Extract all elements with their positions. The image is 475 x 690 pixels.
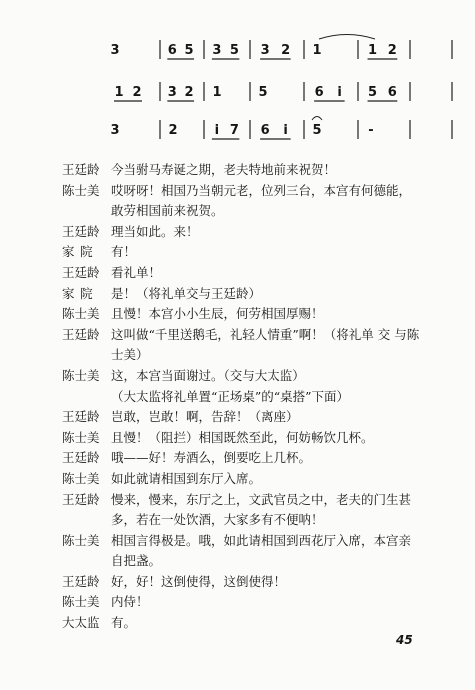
note: 7 xyxy=(229,123,239,138)
note: 3 xyxy=(110,123,120,138)
dialogue-text: 这叫做“千里送鹅毛，礼轻人情重”啊！（将礼单 交 与陈 士美） xyxy=(111,326,420,363)
dialogue-line xyxy=(62,613,462,634)
jianpu-score xyxy=(0,0,475,160)
speaker-name: 王廷龄 xyxy=(62,450,100,466)
note: 3 xyxy=(110,43,120,58)
dialogue-text: 看礼单！ xyxy=(111,264,162,280)
note: 2 xyxy=(281,43,291,58)
dialogue-line xyxy=(62,160,462,181)
speaker-name: 陈士美 xyxy=(62,182,100,198)
sustain-dash: - xyxy=(368,123,374,138)
note: 6 xyxy=(314,85,324,100)
speaker-name: 王廷龄 xyxy=(62,264,100,280)
speaker-name: 王廷龄 xyxy=(62,223,100,239)
note: 3 xyxy=(260,43,270,58)
dialogue-line xyxy=(62,304,462,325)
note: 1 xyxy=(312,43,322,58)
note: 6 xyxy=(387,85,397,100)
speaker-name: 陈士美 xyxy=(62,429,100,445)
dialogue-text: 慢来，慢来，东厅之上，文武官员之中，老夫的门生甚 多，若在一处饮酒，大家多有不便呐！ xyxy=(111,491,412,528)
note: 3 xyxy=(167,85,177,100)
note: 2 xyxy=(387,43,397,58)
speaker-name: 家院 xyxy=(62,285,99,301)
dialogue-line xyxy=(62,181,462,222)
dialogue-text: 内侍！ xyxy=(111,594,149,610)
note: 2 xyxy=(168,123,178,138)
dialogue-line xyxy=(62,325,462,366)
speaker-name: 陈士美 xyxy=(62,306,100,322)
dialogue-text: 好，好！这倒使得，这倒使得！ xyxy=(111,573,287,589)
note: 2 xyxy=(184,85,194,100)
dialogue-text: 有！ xyxy=(111,244,137,260)
speaker-name: 王廷龄 xyxy=(62,491,100,507)
dialogue-text: 岂敢，岂敢！啊，告辞！（离座） xyxy=(111,409,299,425)
dialogue-text: 这，本宫当面谢过。（交与大太监） xyxy=(111,367,305,383)
dialogue-line xyxy=(62,592,462,613)
note: 1 xyxy=(368,43,378,58)
dialogue-line xyxy=(62,263,462,284)
dialogue-text: （大太监将礼单置“正场桌”的“桌搭”下面） xyxy=(111,388,350,404)
dialogue-line xyxy=(62,531,462,572)
dialogue-line xyxy=(62,222,462,243)
note: 6 xyxy=(167,43,177,58)
speaker-name: 陈士美 xyxy=(62,594,100,610)
dialogue-line xyxy=(62,448,462,469)
dialogue-text: 如此就请相国到东厅入席。 xyxy=(111,470,262,486)
dialogue-line xyxy=(62,366,462,387)
dialogue-text: 理当如此。来！ xyxy=(111,223,199,239)
dialogue-block xyxy=(62,160,462,634)
dialogue-line xyxy=(62,284,462,305)
dialogue-line xyxy=(62,242,462,263)
note: 1 xyxy=(212,85,222,100)
page-number: 45 xyxy=(396,633,413,647)
fermata xyxy=(312,117,322,121)
speaker-name: 王廷龄 xyxy=(62,326,100,342)
note: 5 xyxy=(184,43,194,58)
dialogue-text: 今当驸马寿诞之期，老夫特地前来祝贺！ xyxy=(111,162,337,177)
dialogue-text: 哦——好！寿酒么，倒要吃上几杯。 xyxy=(111,450,312,466)
dialogue-text: 是！（将礼单交与王廷龄） xyxy=(111,285,262,301)
dialogue-line xyxy=(62,469,462,490)
dialogue-line xyxy=(62,428,462,449)
tie-arc xyxy=(319,35,375,40)
note: 1 xyxy=(114,85,124,100)
dialogue-line xyxy=(62,490,462,531)
dialogue-text: 相国言得极是。哦，如此请相国到西花厅入席，本宫亲 自把盏。 xyxy=(111,532,412,569)
dialogue-line xyxy=(62,572,462,593)
speaker-name: 王廷龄 xyxy=(62,573,100,589)
dialogue-line xyxy=(62,407,462,428)
note: i xyxy=(337,85,342,100)
note: 6 xyxy=(260,123,270,138)
speaker-name: 王廷龄 xyxy=(62,409,100,425)
dialogue-text: 哎呀呀！相国乃当朝元老，位列三台，本宫有何德能， 敢劳相国前来祝贺。 xyxy=(111,182,412,219)
note: 2 xyxy=(132,85,142,100)
note: i xyxy=(214,123,220,138)
note: i xyxy=(283,123,288,138)
note: 5 xyxy=(229,43,239,58)
speaker-name: 陈士美 xyxy=(62,470,100,486)
speaker-name: 王廷龄 xyxy=(62,162,100,177)
note: 5 xyxy=(312,123,322,138)
dialogue-text: 有。 xyxy=(111,615,137,631)
note: 5 xyxy=(258,85,268,100)
speaker-name: 大太监 xyxy=(62,615,100,631)
speaker-name: 陈士美 xyxy=(62,367,100,383)
note: 3 xyxy=(212,43,222,58)
speaker-name: 家院 xyxy=(62,244,99,260)
speaker-name: 陈士美 xyxy=(62,532,100,548)
dialogue-text: 且慢！（阻拦）相国既然至此，何妨畅饮几杯。 xyxy=(111,429,374,445)
dialogue-text: 且慢！本宫小小生辰，何劳相国厚赐！ xyxy=(111,306,324,322)
note: 5 xyxy=(368,85,378,100)
stage-direction xyxy=(62,387,462,408)
